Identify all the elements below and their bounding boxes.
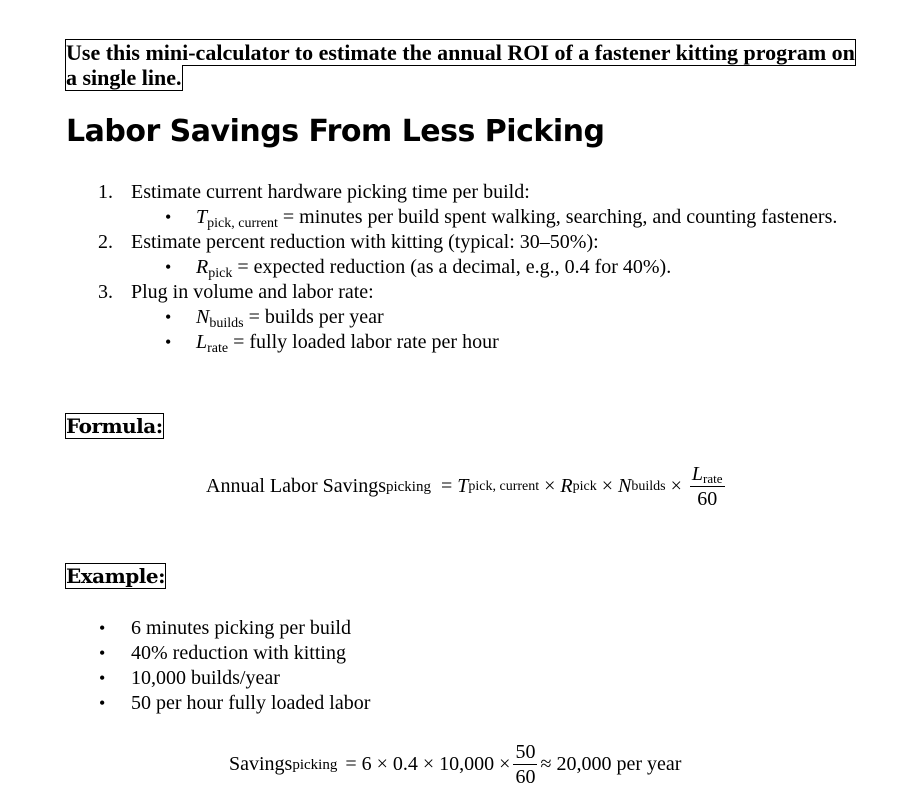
calc-fraction [513, 742, 537, 787]
example-calculation: Savings picking = 6 × 0.4 × 10,000 × $\frac{50}{60}$ ≈ 20,000 per year [229, 741, 682, 788]
example-item: • 6 minutes picking per build [66, 616, 666, 641]
step-sublist [131, 205, 866, 230]
variable-symbol: R [196, 256, 209, 278]
example-item: • 10,000 builds/year [66, 666, 666, 691]
step-item [66, 180, 866, 230]
formula-l: L [691, 463, 704, 485]
intro-highlight: Use this mini-calculator to estimate the annual ROI of a fastener kitting program on a single line. [66, 40, 855, 90]
step-number: 3. [98, 281, 113, 303]
equals-sign: = [440, 475, 453, 497]
example-item: • 40% reduction with kitting [66, 641, 666, 666]
example-label: Example: [66, 564, 165, 588]
step-text: Estimate current hardware picking time per build: [131, 181, 530, 203]
variable-item [131, 255, 866, 280]
rate-fraction [690, 464, 725, 509]
variable-symbol: N [196, 306, 210, 328]
variable-description: = builds per year [243, 306, 384, 328]
formula-label: Formula: [66, 414, 163, 438]
variable-subscript: rate [207, 341, 229, 356]
times-sign: × [670, 475, 682, 497]
formula-equation: Annual Labor Savings picking = T pick, current × R pick × N builds × $\frac{\text{Lrate}}{60}$ [206, 463, 723, 510]
step-sublist [131, 305, 866, 355]
fraction-numerator [690, 464, 725, 487]
calc-denominator: 60 [515, 766, 536, 788]
step-item [66, 230, 866, 280]
variable-description: = fully loaded labor rate per hour [228, 331, 499, 353]
variable-description: = minutes per build spent walking, searching, and counting fasteners. [277, 206, 838, 228]
variable-subscript: pick [208, 266, 233, 281]
variable-item [131, 330, 866, 355]
steps-list [66, 180, 866, 355]
variable-description: = expected reduction (as a decimal, e.g., 0.4 for 40%). [232, 256, 672, 278]
variable-item [131, 305, 866, 330]
times-sign: × [601, 475, 614, 497]
calc-lhs: Savings [229, 753, 293, 775]
example-list [66, 616, 666, 716]
calc-result: ≈ 20,000 per year [540, 753, 682, 775]
example-item: • 50 per hour fully loaded labor [66, 691, 666, 716]
formula-n: N [618, 475, 632, 497]
step-sublist [131, 255, 866, 280]
formula-l-subscript: rate [703, 471, 723, 486]
variable-item [131, 205, 866, 230]
calc-expression: = 6 × 0.4 × 10,000 × [345, 753, 511, 775]
variable-symbol: L [196, 331, 208, 353]
calc-numerator: 50 [515, 741, 536, 763]
variable-subscript: builds [209, 316, 244, 331]
step-item [66, 280, 866, 355]
intro-text [66, 40, 862, 90]
times-sign: × [544, 475, 556, 497]
formula-t: T [457, 475, 469, 497]
section-heading: Labor Savings From Less Picking [66, 114, 605, 149]
step-number: 2. [98, 231, 113, 253]
formula-r: R [560, 475, 573, 497]
step-number: 1. [98, 181, 113, 203]
variable-symbol: T [196, 206, 208, 228]
step-text: Plug in volume and labor rate: [131, 281, 374, 303]
variable-subscript: pick, current [207, 216, 278, 231]
step-text: Estimate percent reduction with kitting (typical: 30–50%): [131, 231, 599, 253]
fraction-denominator: 60 [697, 488, 718, 510]
formula-lhs: Annual Labor Savings [206, 475, 386, 497]
